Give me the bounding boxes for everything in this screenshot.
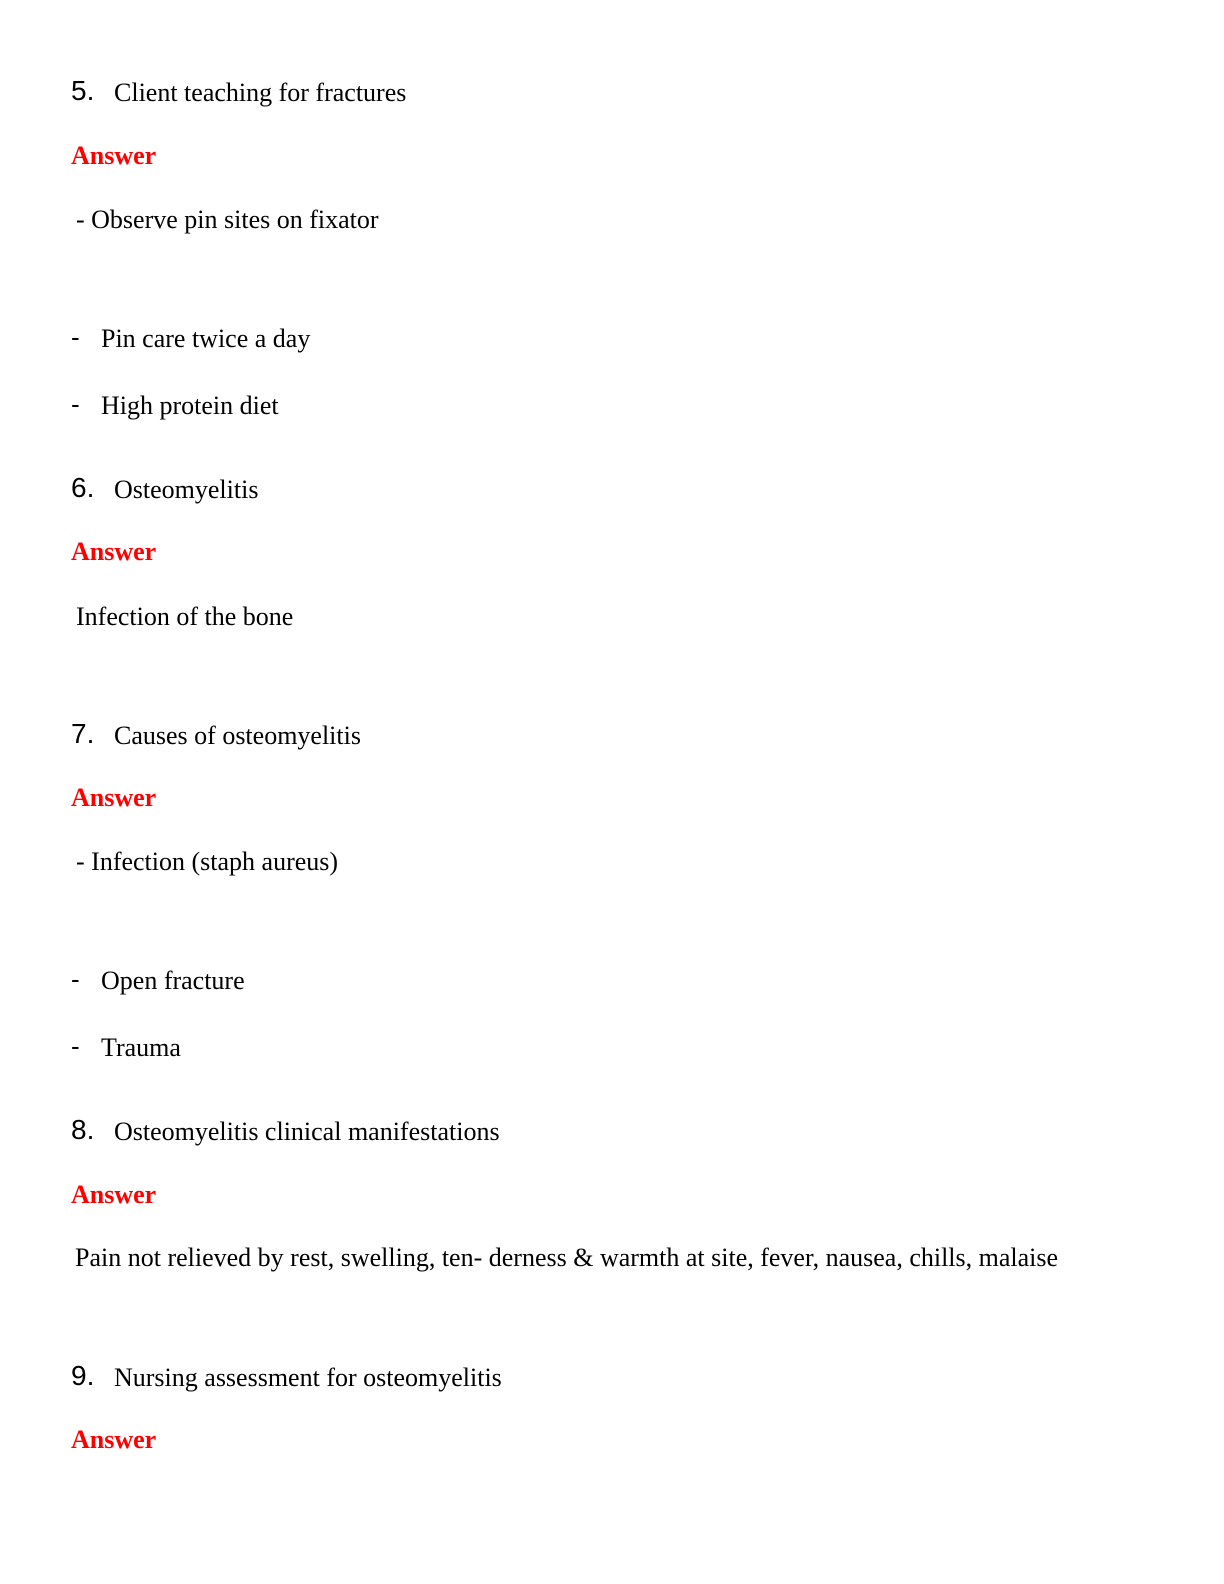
- answer-label: Answer: [71, 1425, 157, 1454]
- question-title: Causes of osteomyelitis: [114, 721, 361, 750]
- question-number: 8.: [71, 1114, 95, 1145]
- answer-label: Answer: [71, 783, 157, 812]
- answer-label: Answer: [71, 537, 157, 566]
- answer-item: Trauma: [101, 1033, 181, 1062]
- question-title: Nursing assessment for osteomyelitis: [114, 1363, 502, 1392]
- answer-text: Infection of the bone: [76, 602, 294, 631]
- answer-text: - Observe pin sites on fixator: [76, 205, 379, 234]
- question-number: 5.: [71, 75, 95, 106]
- answer-label: Answer: [71, 1180, 157, 1209]
- question-title: Client teaching for fractures: [114, 78, 407, 107]
- answer-text: - Infection (staph aureus): [76, 847, 339, 876]
- bullet-dash: -: [71, 964, 80, 994]
- answer-label: Answer: [71, 141, 157, 170]
- question-title: Osteomyelitis clinical manifestations: [114, 1117, 500, 1146]
- question-number: 9.: [71, 1360, 95, 1391]
- question-number: 6.: [71, 472, 95, 503]
- question-title: Osteomyelitis: [114, 475, 259, 504]
- answer-item: Pin care twice a day: [101, 324, 311, 353]
- bullet-dash: -: [71, 389, 80, 419]
- answer-text: Pain not relieved by rest, swelling, ten- derness & warmth at site, fever, nausea, chills, malaise: [75, 1243, 1059, 1272]
- bullet-dash: -: [71, 1031, 80, 1061]
- bullet-dash: -: [71, 322, 80, 352]
- answer-item: High protein diet: [101, 391, 279, 420]
- question-number: 7.: [71, 718, 95, 749]
- answer-item: Open fracture: [101, 966, 245, 995]
